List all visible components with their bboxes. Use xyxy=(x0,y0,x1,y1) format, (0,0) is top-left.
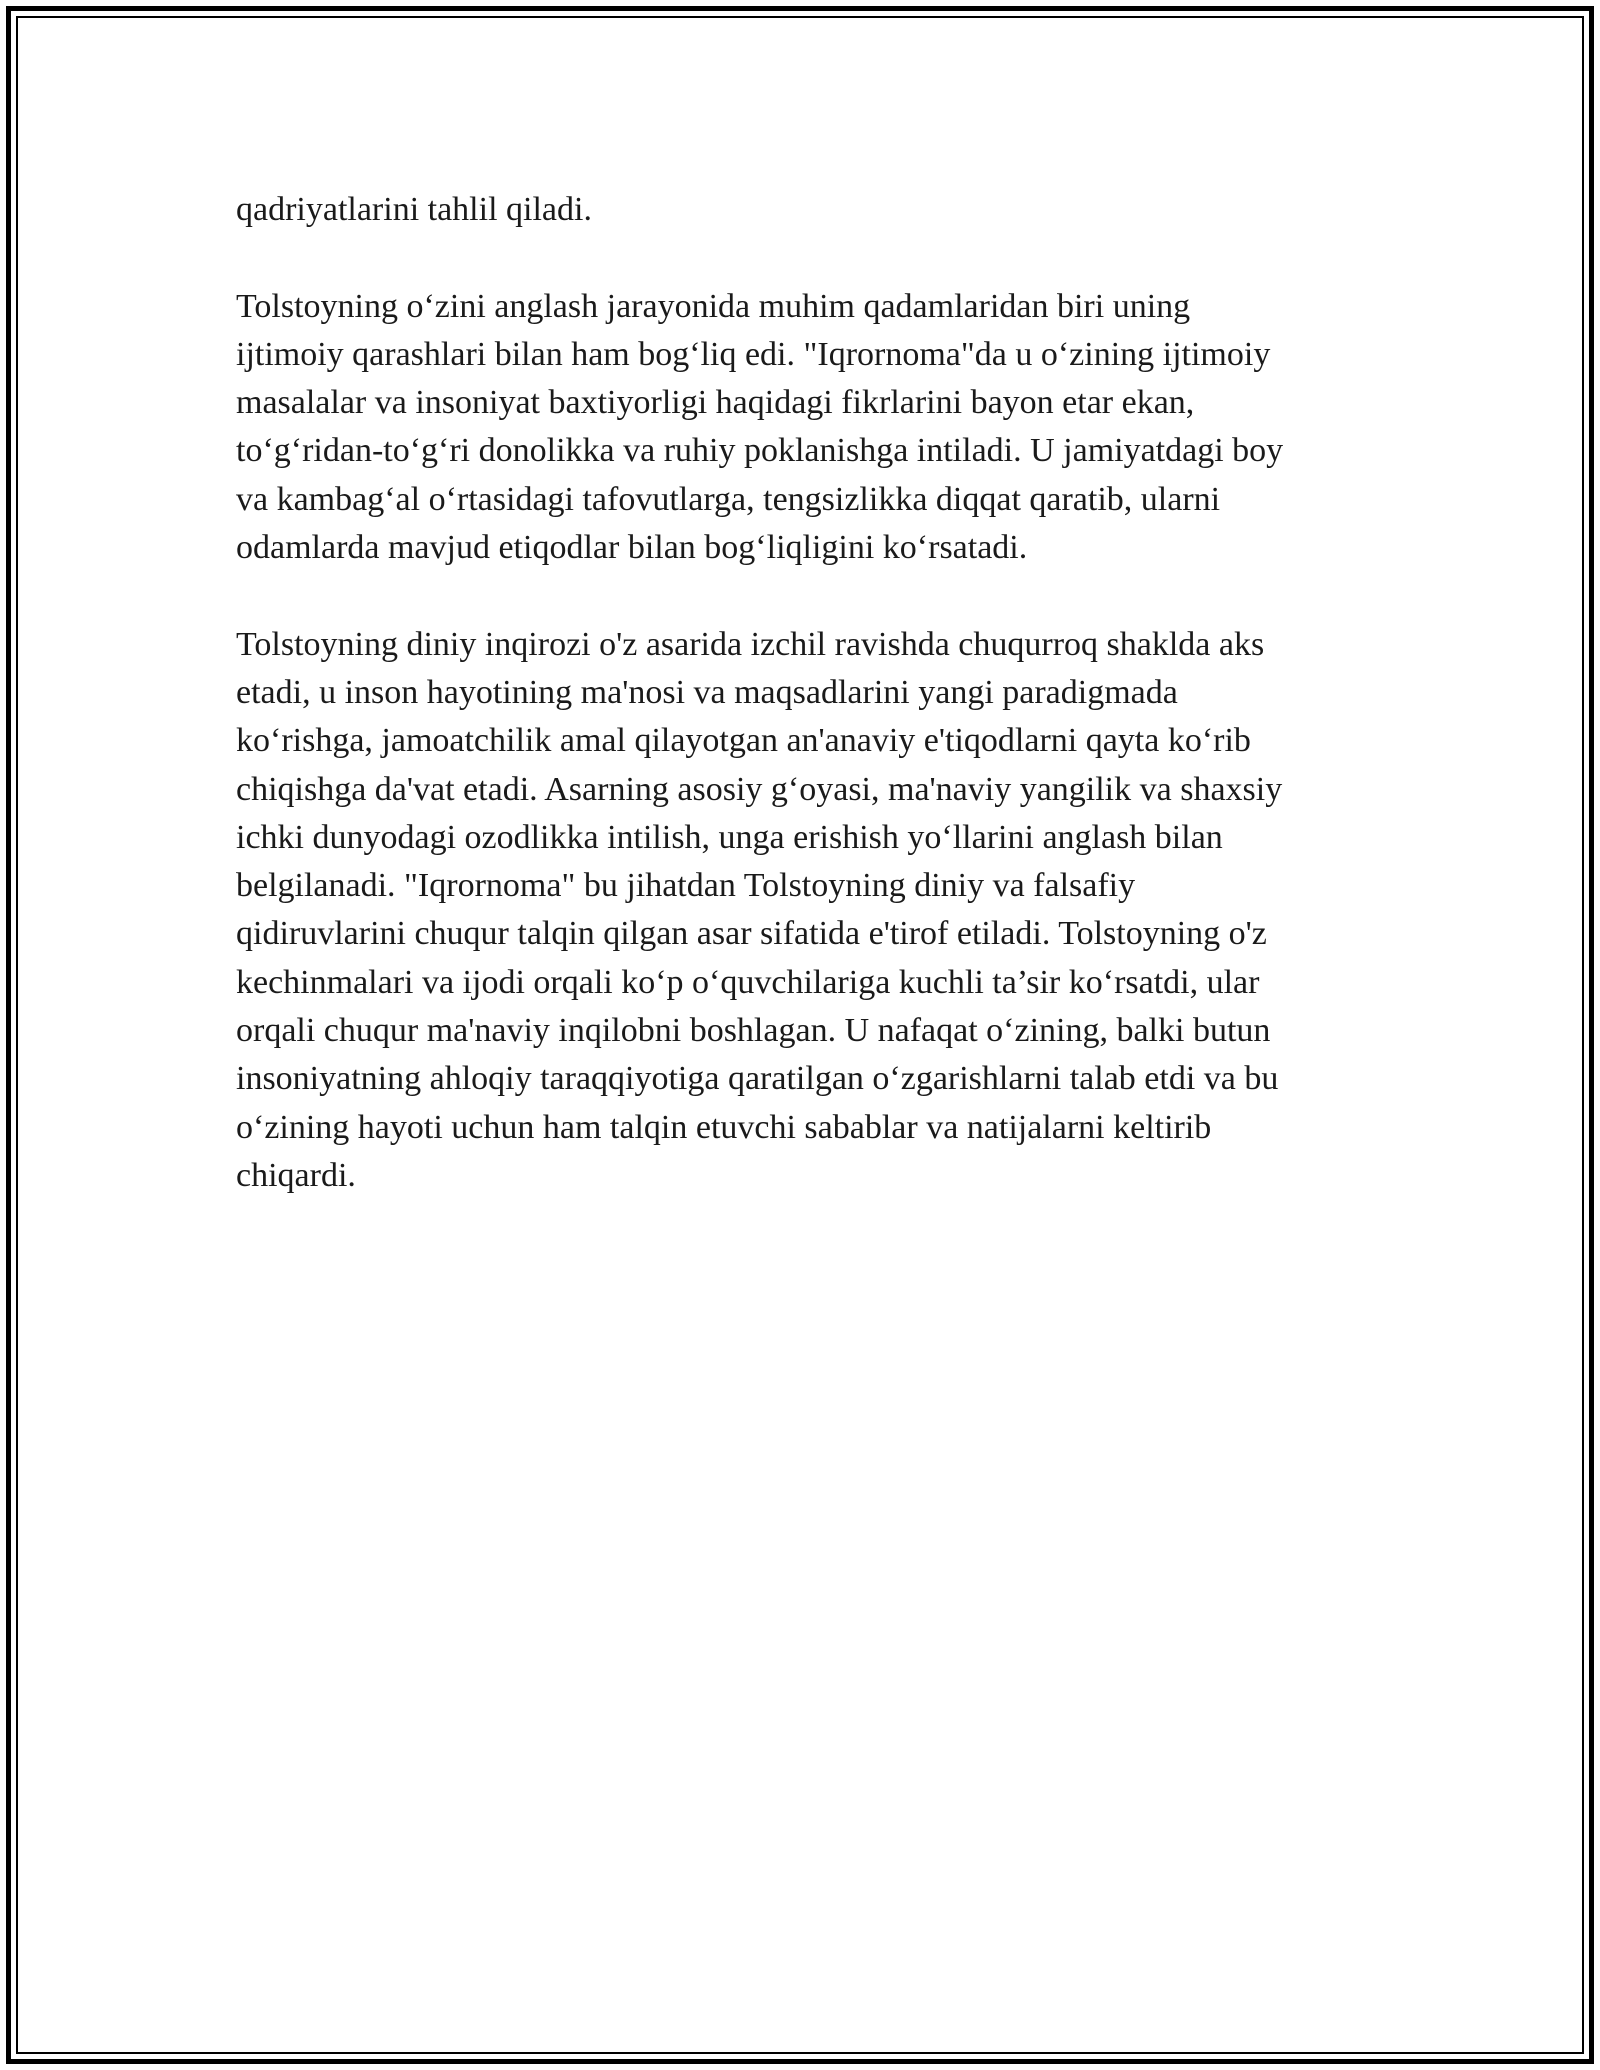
text-line: chiqardi. xyxy=(236,1156,356,1194)
paragraph-1 xyxy=(236,186,1406,234)
text-line: ijtimoiy qarashlari bilan ham bog‘liq edi. "Iqrornoma"da u o‘zining ijtimoiy xyxy=(236,335,1271,373)
text-line: belgilanadi. "Iqrornoma" bu jihatdan Tolstoyning diniy va falsafiy xyxy=(236,867,1136,905)
text-line: o‘zining hayoti uchun ham talqin etuvchi sabablar va natijalarni keltirib xyxy=(236,1108,1212,1146)
text-line: chiqishga da'vat etadi. Asarning asosiy g‘oyasi, ma'naviy yangilik va shaxsiy xyxy=(236,770,1283,808)
text-line: etadi, u inson hayotining ma'nosi va maqsadlarini yangi paradigmada xyxy=(236,673,1178,711)
text-line: orqali chuqur ma'naviy inqilobni boshlagan. U nafaqat o‘zining, balki butun xyxy=(236,1012,1271,1050)
text-line: qadriyatlarini tahlil qiladi. xyxy=(236,191,592,228)
text-line: odamlarda mavjud etiqodlar bilan bog‘liqligini ko‘rsatadi. xyxy=(236,529,1028,567)
paragraph-3 xyxy=(236,621,1406,1201)
text-line: qidiruvlarini chuqur talqin qilgan asar sifatida e'tirof etiladi. Tolstoyning o'z xyxy=(236,915,1267,953)
text-line: Tolstoyning diniy inqirozi o'z asarida izchil ravishda chuqurroq shaklda aks xyxy=(236,625,1265,663)
text-line: kechinmalari va ijodi orqali ko‘p o‘quvchilariga kuchli ta’sir ko‘rsatdi, ular xyxy=(236,963,1260,1001)
text-line: ko‘rishga, jamoatchilik amal qilayotgan an'anaviy e'tiqodlarni qayta ko‘rib xyxy=(236,722,1251,760)
text-line: Tolstoyning o‘zini anglash jarayonida muhim qadamlaridan biri uning xyxy=(236,287,1191,325)
text-line: va kambag‘al o‘rtasidagi tafovutlarga, tengsizlikka diqqat qaratib, ularni xyxy=(236,480,1221,518)
document-body xyxy=(236,186,1406,1249)
text-line: insoniyatning ahloqiy taraqqiyotiga qaratilgan o‘zgarishlarni talab etdi va bu xyxy=(236,1060,1279,1098)
paragraph-2 xyxy=(236,283,1406,573)
text-line: masalalar va insoniyat baxtiyorligi haqidagi fikrlarini bayon etar ekan, xyxy=(236,384,1195,422)
text-line: to‘g‘ridan-to‘g‘ri donolikka va ruhiy poklanishga intiladi. U jamiyatdagi boy xyxy=(236,432,1284,470)
text-line: ichki dunyodagi ozodlikka intilish, unga erishish yo‘llarini anglash bilan xyxy=(236,818,1223,856)
